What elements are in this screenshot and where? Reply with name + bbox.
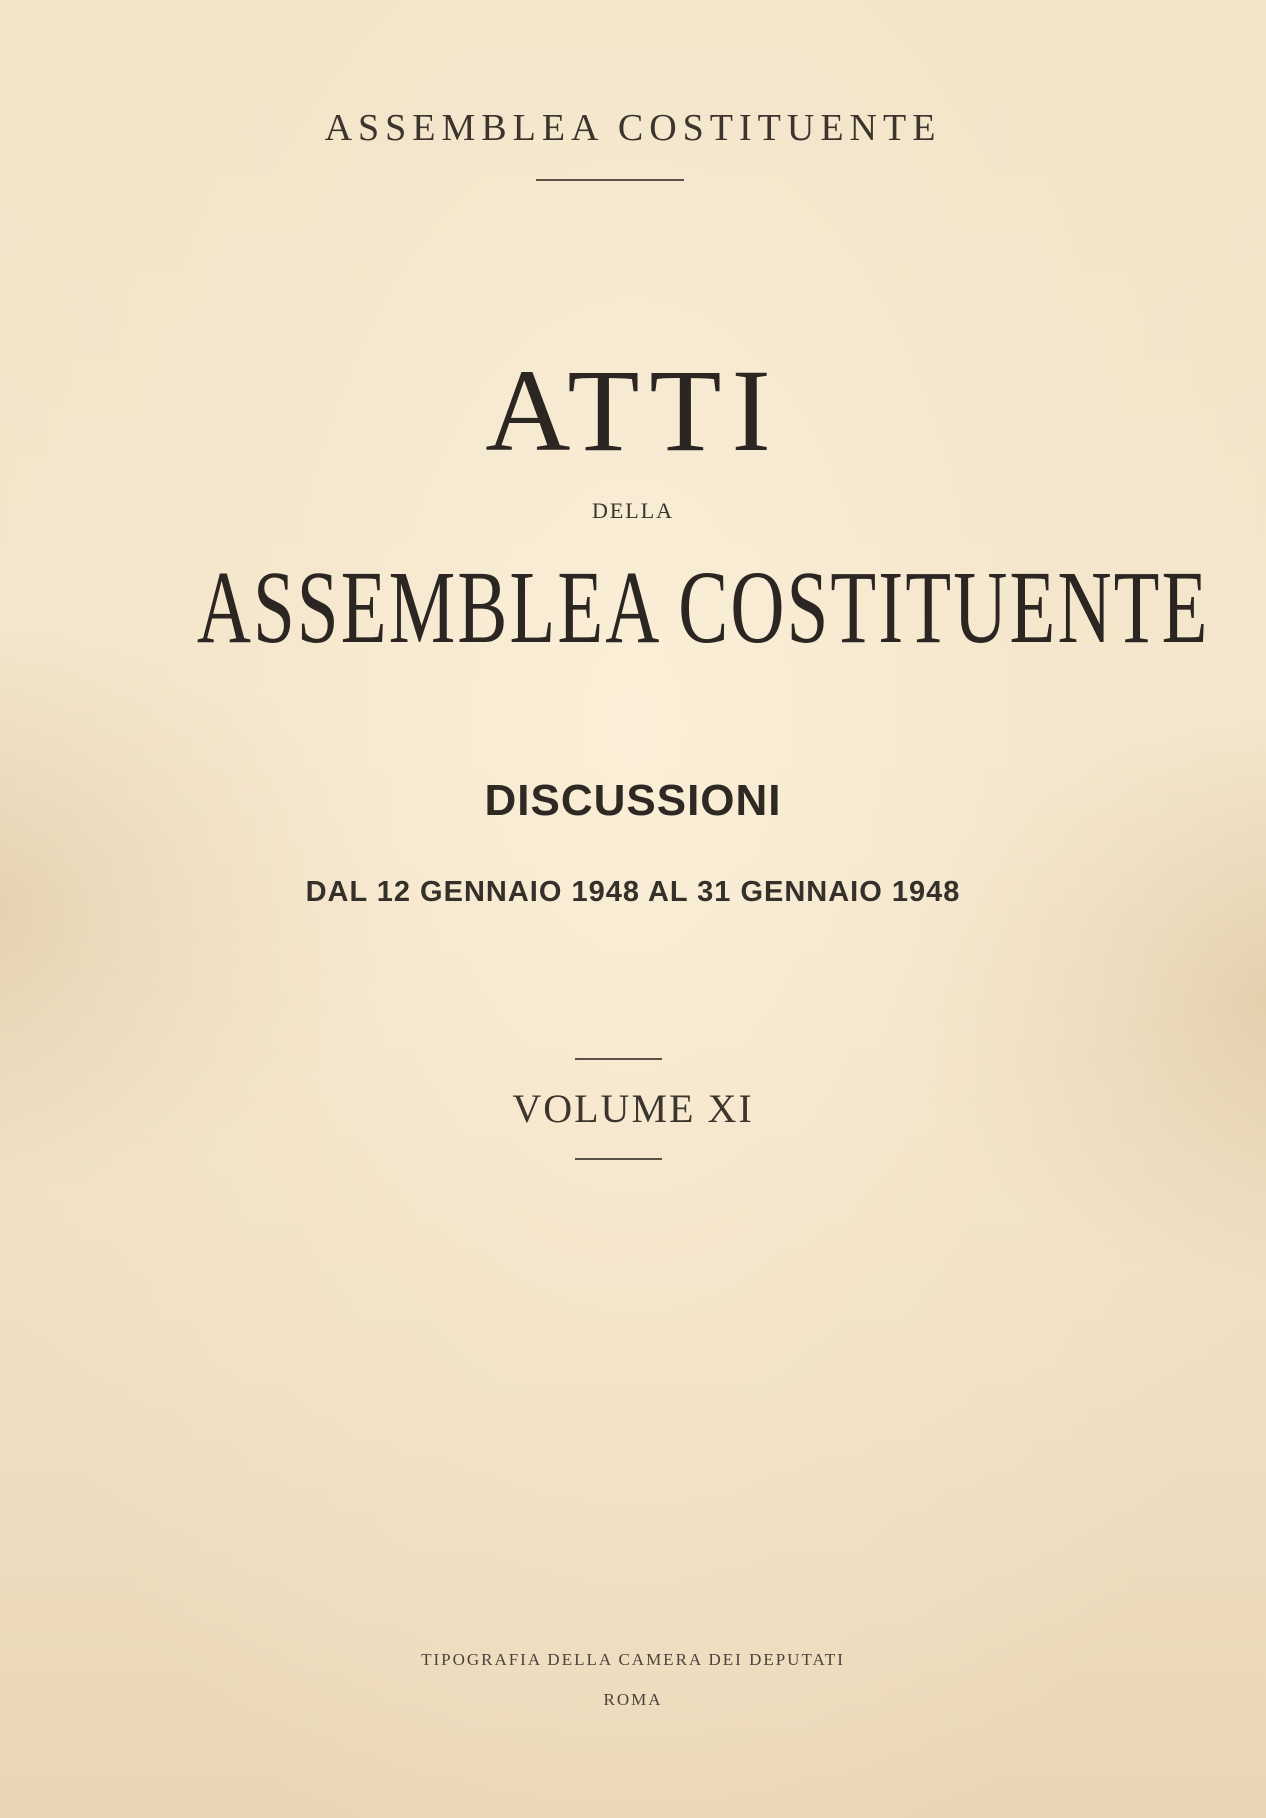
volume-label: VOLUME XI — [512, 1086, 754, 1131]
volume-divider-bottom — [575, 1158, 662, 1160]
section-title: DISCUSSIONI — [484, 776, 782, 825]
publisher-imprint: TIPOGRAFIA DELLA CAMERA DEI DEPUTATI — [421, 1650, 845, 1669]
assembly-title — [0, 550, 1266, 665]
series-header: ASSEMBLEA COSTITUENTE — [324, 107, 942, 149]
title-connector: DELLA — [591, 498, 675, 523]
main-title: ATTI — [485, 345, 781, 476]
assembly-title-text: ASSEMBLEA COSTITUENTE — [196, 550, 1210, 665]
imprint-city: ROMA — [603, 1690, 663, 1709]
date-range: DAL 12 GENNAIO 1948 AL 31 GENNAIO 1948 — [305, 876, 961, 908]
header-divider — [536, 179, 684, 181]
volume-divider-top — [575, 1058, 662, 1060]
